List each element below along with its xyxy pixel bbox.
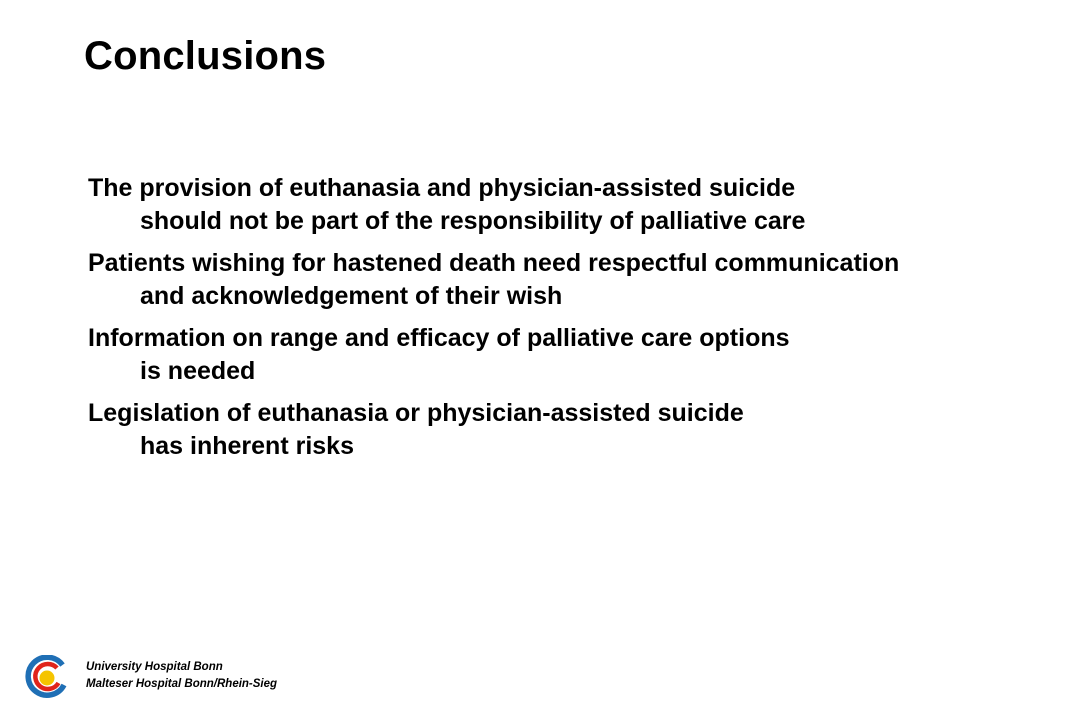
conclusion-line-1: Information on range and efficacy of palliative care options — [88, 324, 790, 352]
conclusion-item — [88, 397, 1068, 463]
slide-title: Conclusions — [84, 34, 327, 78]
conclusion-line-2: should not be part of the responsibility of palliative care — [140, 207, 806, 235]
hospital-logo-icon — [24, 655, 68, 699]
footer-institutions — [86, 659, 386, 693]
conclusions-list — [88, 172, 1068, 472]
conclusion-item — [88, 172, 1068, 238]
conclusion-item — [88, 322, 1068, 388]
conclusion-line-1: Patients wishing for hastened death need respectful communication — [88, 249, 900, 277]
conclusion-line-2: has inherent risks — [140, 432, 354, 460]
institution-name-2: Malteser Hospital Bonn/Rhein-Sieg — [86, 678, 278, 690]
conclusion-line-1: Legislation of euthanasia or physician-assisted suicide — [88, 399, 744, 427]
institution-name-1: University Hospital Bonn — [86, 661, 223, 673]
conclusion-line-2: and acknowledgement of their wish — [140, 282, 563, 310]
conclusion-item — [88, 247, 1068, 313]
conclusion-line-1: The provision of euthanasia and physician-assisted suicide — [88, 174, 796, 202]
conclusion-line-2: is needed — [140, 357, 256, 385]
